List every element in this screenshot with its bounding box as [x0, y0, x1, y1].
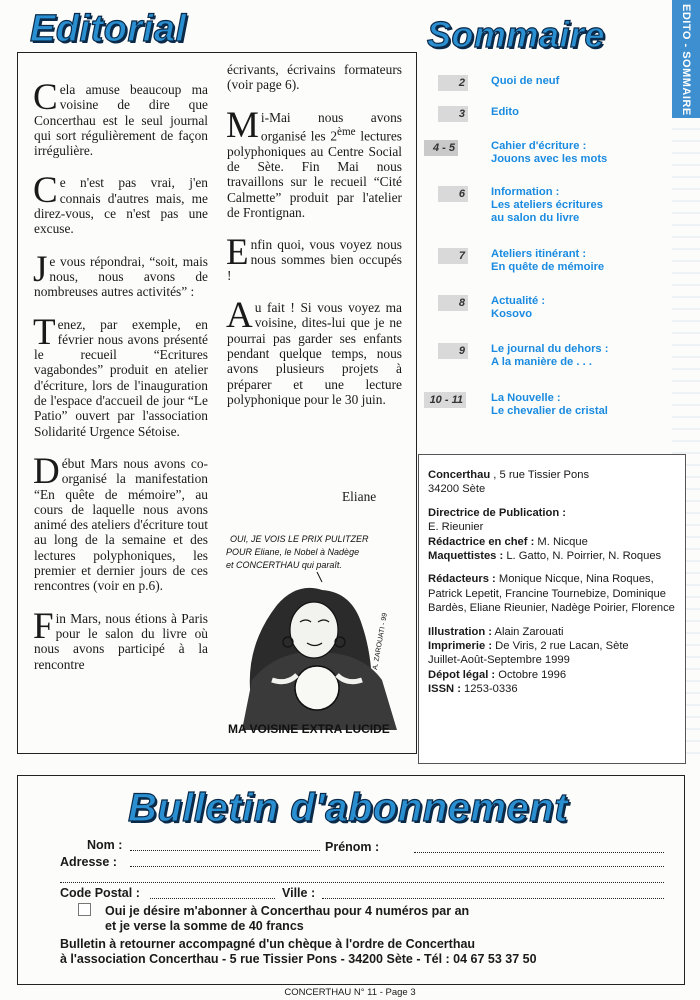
toc-page-number: 7 [438, 248, 468, 264]
toc-label: Edito [491, 106, 519, 118]
adresse-field-line2[interactable] [60, 882, 664, 883]
illustration-line: Illustration : Alain Zarouati [428, 625, 564, 638]
editorial-text: Mi-Mai nous avons organisé les 2 [226, 104, 402, 146]
editorial-paragraph: Enfin quoi, vous voyez nous nous sommes bien occupés ! [226, 232, 402, 283]
toc-page-number: 9 [438, 343, 468, 359]
redacteurs-line: Rédacteurs : Monique Nicque, Nina Roques, Patrick Lepetit, Francine Tournebize, Dominique Bardès, Eliane Rieunier, Nadège Poirier, Florence [428, 573, 675, 615]
subscription-title: Bulletin d'abonnement [128, 786, 569, 830]
artist-signature: A. ZAROUATI - 99 [372, 612, 389, 671]
toc-label: Actualité : Kosovo [491, 295, 546, 320]
cartoon-speech-line: OUI, JE VOIS LE PRIX PULITZER [230, 534, 369, 544]
toc-label: Information : Les ateliers écritures au salon du livre [491, 186, 603, 224]
period-line: Juillet-Août-Septembre 1999 [428, 654, 570, 667]
section-side-tab: EDITO - SOMMAIRE [672, 0, 700, 118]
return-instructions: Bulletin à retourner accompagné d'un chèque à l'ordre de Concerthau [60, 937, 476, 951]
crystal-ball [295, 666, 339, 710]
editorial-column-1 [33, 77, 208, 689]
editorial-paragraph: Début Mars nous avons co-organisé la manifestation “En quête de mémoire”, au cours de laquelle nous avons animé des ateliers d'écriture tout au long de la semaine et des lectures polyphoniques, les premier et dernier jours de ces rencontres (voir en p.6). [33, 450, 208, 594]
sommaire-title: Sommaire [427, 14, 606, 55]
adresse-label: Adresse : [60, 855, 117, 869]
subscribe-checkbox[interactable] [78, 903, 91, 916]
issn-line: ISSN : 1253-0336 [428, 683, 518, 696]
toc-label: Cahier d'écriture : Jouons avec les mots [491, 140, 608, 165]
editorial-paragraph: Au fait ! Si vous voyez ma voisine, dites-lui que je ne pourrai pas garder ses enfants pendant quelque temps, nous avons plusieurs projets à préparer et une lecture polyphonique pour le 30 juin. [226, 295, 402, 407]
prenom-label: Prénom : [325, 840, 380, 854]
cartoon-face [290, 602, 338, 658]
toc-page-number: 2 [438, 75, 468, 91]
code-postal-label: Code Postal : [60, 886, 140, 900]
editorial-paragraph: écrivants, écrivains formateurs (voir page 6). [227, 62, 402, 93]
toc-label: Ateliers itinérant : En quête de mémoire [491, 248, 605, 273]
depot-line: Dépot légal : Octobre 1996 [428, 668, 567, 681]
cartoon-speech-line: et CONCERTHAU qui paraît. [226, 560, 342, 570]
editorial-text: lectures polyphoniques au Centre Social de Sète. Fin Mai nous travaillons sur le recueil “Cité Calmette” produit par l'atelier de Frontignan. [227, 128, 402, 220]
toc-label: Le journal du dehors : A la manière de . . . [491, 343, 609, 368]
prenom-field[interactable] [414, 852, 664, 853]
toc-page-number: 4 - 5 [424, 140, 458, 156]
toc-page-number: 6 [438, 186, 468, 202]
cartoon-speech-line: POUR Eliane, le Nobel à Nadège [226, 547, 360, 557]
publication-credits [428, 468, 680, 697]
speech-pointer [317, 572, 322, 582]
redac-chef-line: Rédactrice en chef : M. Nicque [428, 535, 588, 548]
toc-label: Quoi de neuf [491, 75, 560, 87]
fortune-teller-cartoon [222, 530, 410, 740]
ville-field[interactable] [322, 898, 664, 899]
imprimerie-line: Imprimerie : De Viris, 2 rue Lacan, Sète [428, 640, 629, 653]
publisher-city: 34200 Sète [428, 483, 486, 496]
adresse-field[interactable] [130, 866, 664, 867]
subscribe-option-text: et je verse la somme de 40 francs [105, 919, 304, 933]
editorial-paragraph: Je vous répondrai, “soit, mais nous, nous avons de nombreuses autres activités” : [33, 248, 208, 300]
ville-label: Ville : [282, 886, 316, 900]
editorial-paragraph: Cela amuse beaucoup ma voisine de dire que Concerthau est le seul journal qui sort régulièrement de façon irrégulière. [33, 77, 208, 159]
subscribe-option-text: Oui je désire m'abonner à Concerthau pour 4 numéros par an [105, 904, 470, 918]
superscript: ème [337, 125, 356, 138]
directrice-value: E. Rieunier [428, 521, 484, 534]
nom-field[interactable] [130, 850, 320, 851]
editorial-signature: Eliane [342, 489, 377, 504]
editorial-paragraph [226, 104, 402, 221]
editorial-title: Editorial [30, 8, 187, 50]
code-postal-field[interactable] [150, 898, 275, 899]
page-footer: CONCERTHAU N° 11 - Page 3 [284, 987, 416, 998]
return-address: à l'association Concerthau - 5 rue Tissier Pons - 34200 Sète - Tél : 04 67 53 37 50 [60, 952, 537, 966]
toc-page-number: 8 [438, 295, 468, 311]
maquettistes-line: Maquettistes : L. Gatto, N. Poirrier, N. Roques [428, 550, 662, 563]
editorial-paragraph: Tenez, par exemple, en février nous avons présenté le recueil “Ecritures vagabondes” produit en atelier d'écriture, lors de l'inauguration de l'espace d'accueil de jour “Le Patio” ouvert par l'association Solidarité Urgence Sétoise. [33, 311, 208, 439]
toc-page-number: 3 [438, 106, 468, 122]
toc-label: La Nouvelle : Le chevalier de cristal [491, 392, 608, 417]
editorial-paragraph: Ce n'est pas vrai, j'en connais d'autres mais, me direz-vous, ce n'est pas une excuse. [33, 170, 208, 237]
toc-page-number: 10 - 11 [424, 392, 466, 408]
publisher-line: Concerthau , 5 rue Tissier Pons [428, 469, 590, 481]
editorial-paragraph: Fin Mars, nous étions à Paris pour le salon du livre où nous avons participé à la rencontre [33, 605, 208, 672]
cartoon-caption: MA VOISINE EXTRA LUCIDE [228, 722, 390, 736]
editorial-column-2 [227, 62, 402, 424]
directrice-label: Directrice de Publication : [428, 506, 567, 519]
nom-label: Nom : [87, 838, 123, 852]
